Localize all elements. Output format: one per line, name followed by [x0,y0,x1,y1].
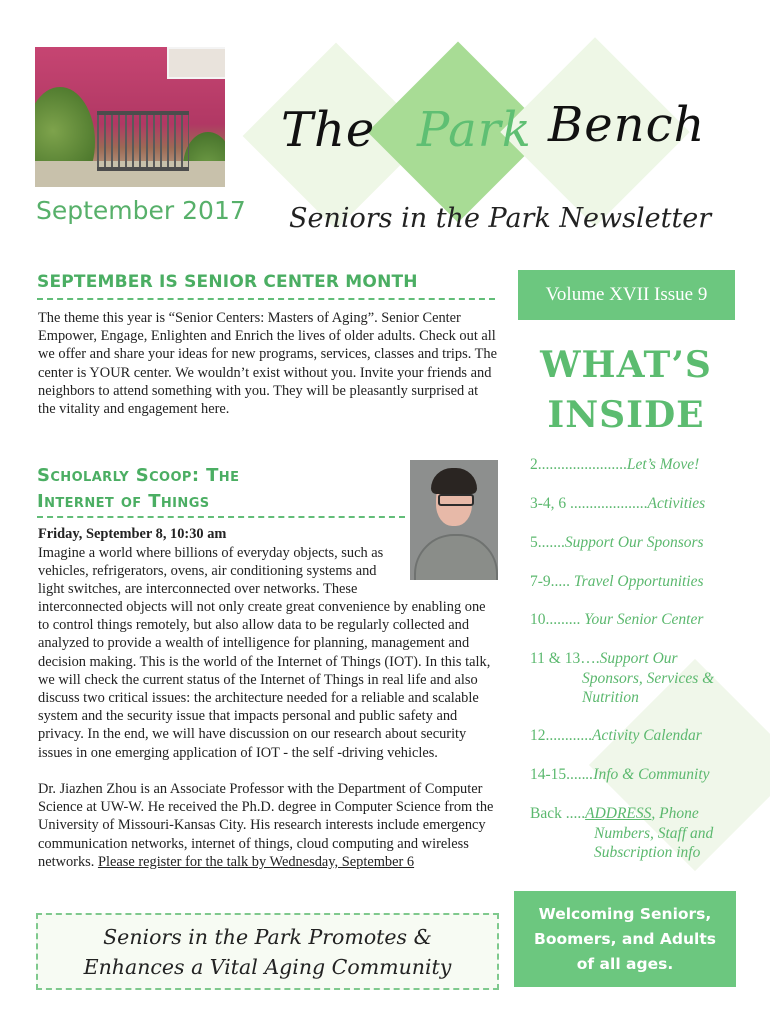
speaker-portrait [410,460,498,580]
toc-title: Support Our Sponsors [564,534,704,551]
volume-issue-banner: Volume XVII Issue 9 [518,270,735,320]
bio-text: Dr. Jiazhen Zhou is an Associate Professor with the Department of Computer Science at UW-W. He received the Ph.D. degree in Computer Science from the University of Missouri-Kansas City. His research interests include emergency communication networks, internet of things, cloud computing and wireless networks. [38,781,494,870]
toc-page: 2....................... [530,456,627,473]
window-shape [167,47,225,79]
welcome-banner [514,891,736,987]
promo-line: Enhances a Vital Aging Community [83,954,452,979]
dashed-divider [37,298,495,300]
toc-page: 3-4, 6 .................... [530,495,648,512]
toc-page: 10......... [530,611,585,628]
welcome-line: Welcoming Seniors, [538,904,712,923]
toc-page: 12............ [530,727,592,744]
issue-month: September 2017 [36,196,246,225]
whats-inside-line: WHAT’S [540,344,712,386]
section-heading-senior-center-month: SEPTEMBER IS SENIOR CENTER MONTH [37,272,418,292]
toc-title: Travel Opportunities [573,573,704,590]
toc-page: 5....... [530,534,565,551]
toc-item[interactable] [530,572,740,592]
toc-item[interactable] [530,610,740,630]
toc-title-address: ADDRESS [585,805,652,822]
toc-item[interactable] [530,494,740,514]
newsletter-subtitle: Seniors in the Park Newsletter [289,203,712,234]
toc-page: 7-9..... [530,573,574,590]
bench-shape [97,111,189,171]
welcome-line: Boomers, and Adults [534,929,716,948]
masthead-bench: Bench [548,97,706,153]
toc-item[interactable] [530,533,740,553]
portrait-glasses [438,494,474,506]
masthead-park: Park [417,102,532,158]
toc-title-continued: Subscription info [594,844,701,861]
toc-page: 11 & 13…. [530,650,600,667]
talk-description-start: Imagine a world where billions of everyday objects, such as vehicles, refrigerators, ovens, air conditioning systems and light switches, are interconnected over networks. These [38,545,384,598]
toc-title: Support Our [599,650,678,667]
whats-inside-heading [515,340,737,440]
toc-item[interactable] [530,765,740,785]
toc-title-continued: Sponsors, Services & [582,669,715,687]
toc-item[interactable] [530,804,740,863]
section-heading-scholarly-scoop [37,463,239,515]
toc-title: Activity Calendar [592,727,702,744]
promo-text [84,922,452,982]
whats-inside-line: INSIDE [547,394,705,436]
toc-page: Back ..... [530,805,586,822]
toc-title: Activities [647,495,706,512]
bench-photo [35,47,225,187]
toc-item[interactable] [530,455,740,475]
dashed-divider [37,516,405,518]
toc-page: 14-15..... [530,766,586,783]
speaker-bio [38,780,498,871]
toc-title-continued: Numbers, Staff and [594,824,714,842]
heading-line: Scholarly Scoop: The [37,465,240,486]
masthead-the: The [281,102,376,158]
welcome-line: of all ages. [576,954,674,973]
register-link[interactable]: Please register for the talk by Wednesday, September 6 [97,853,415,870]
talk-description-continued: interconnected objects will not only create great convenience by enabling one to control things remotely, but also allow data to be regularly collected and analyzed to provide a wealth of intelligence for planning, management and decision making. This is the world of the Internet of Things (IOT). In this talk, we will check the current status of the Internet of Things in real life and also discuss two critical issues: the architecture needed for a reliable and scalable system and the security issue that impacts personal and public safety and privacy. In the end, we will have discussion on our research about security issues in one emerging application of IOT - the self -driving vehicles. [38,599,491,761]
section-body-senior-center-month: The theme this year is “Senior Centers: Masters of Aging”. Senior Center Empower, Engage, Enlighten and Enrich the lives of older adults. Check out all we offer and share your ideas for new programs, services, classes and trips. The center is YOUR center. We wouldn’t exist without you. Invite your friends and neighbors to attend something with you. They will be pleasantly surprised at the vitality and engagement here. [38,310,498,418]
talk-date: Friday, September 8, 10:30 am [38,526,227,542]
toc-title: Let’s Move! [626,456,700,473]
toc-item[interactable] [530,726,740,746]
portrait-shirt [414,534,498,580]
toc-title: Your Senior Center [584,611,704,628]
promo-callout [36,913,499,990]
heading-line: Internet of Things [37,491,210,512]
portrait-hair [431,468,477,494]
toc-item[interactable] [530,649,740,708]
toc-title: ..Info & Community [585,766,710,783]
toc-title-continued: Nutrition [582,689,639,706]
promo-line: Seniors in the Park Promotes & [103,924,432,949]
toc-title: , Phone [651,805,699,822]
